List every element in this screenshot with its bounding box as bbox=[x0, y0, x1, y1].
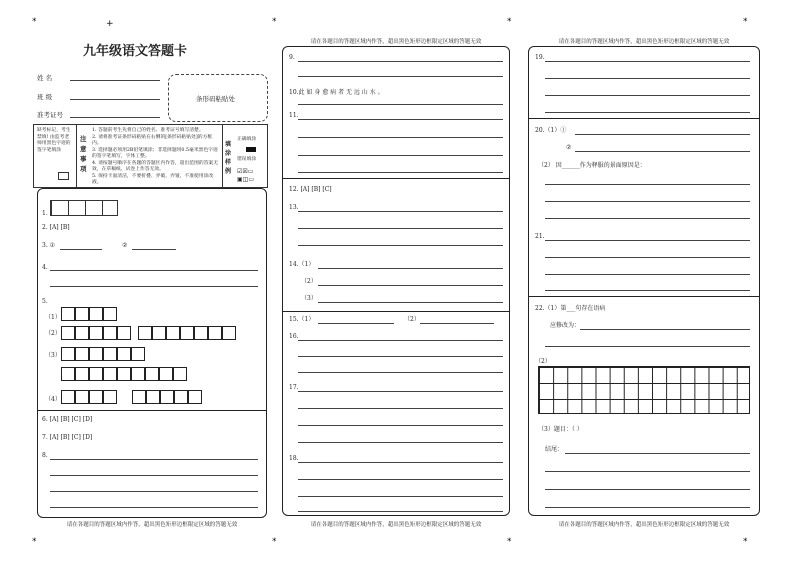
q5-2-label: （2） bbox=[45, 330, 61, 337]
class-label: 班 级 bbox=[37, 93, 53, 101]
boundary-warning: 请在各题目的答题区域内作答，超出黑色矩形边框限定区域的答题无效 bbox=[558, 39, 730, 45]
q5-char-box[interactable] bbox=[138, 326, 152, 340]
q22-line[interactable] bbox=[565, 453, 750, 454]
q5-char-box[interactable] bbox=[103, 326, 117, 340]
q22-1-label: 22.（1）第___句存在语病 bbox=[535, 305, 606, 312]
q20-line[interactable] bbox=[575, 151, 750, 152]
q17-line[interactable] bbox=[298, 391, 503, 392]
q10-label: 10.此 如 身 愈 病 者 无 远 山 水 。 bbox=[289, 89, 384, 96]
q20-2-label: （2） 因______作为释服的景面原因是： bbox=[538, 162, 646, 169]
q22-end-label: 结尾： bbox=[545, 446, 564, 453]
q22-line[interactable] bbox=[545, 471, 750, 472]
notice-item: 3. 选择题必须用2B铅笔填涂；非选择题用0.5毫米黑色字迹的签字笔填写，字体工整。 bbox=[92, 147, 218, 159]
q5-char-box[interactable] bbox=[160, 390, 174, 404]
name-label: 姓 名 bbox=[37, 74, 53, 82]
q5-char-box[interactable] bbox=[89, 390, 103, 404]
q5-char-box[interactable] bbox=[75, 307, 89, 321]
registration-mark: * bbox=[507, 17, 512, 27]
q22-line[interactable] bbox=[580, 329, 750, 330]
q21-label: 21. bbox=[535, 233, 545, 240]
absent-mark-note: 缺考标记，考生禁填! 由监考老师用黑色字迹的签字笔填涂 bbox=[37, 128, 71, 153]
q11-line[interactable] bbox=[298, 155, 503, 156]
q19-line[interactable] bbox=[545, 112, 750, 113]
notice-title: 注意事项 bbox=[80, 135, 87, 173]
section-divider bbox=[528, 296, 760, 297]
absent-mark-box[interactable] bbox=[58, 172, 69, 180]
q5-char-box[interactable] bbox=[89, 367, 103, 381]
q5-char-box[interactable] bbox=[117, 326, 131, 340]
q22-writing-grid[interactable] bbox=[538, 366, 750, 414]
name-field[interactable] bbox=[70, 80, 160, 81]
q20-1b-label: ② bbox=[566, 144, 572, 151]
q3-line2[interactable] bbox=[132, 249, 176, 250]
q5-label: 5. bbox=[42, 298, 48, 305]
q5-char-box[interactable] bbox=[89, 307, 103, 321]
q17-line[interactable] bbox=[298, 442, 503, 443]
q5-char-box[interactable] bbox=[188, 390, 202, 404]
q14-1-label: 14.（1） bbox=[289, 261, 315, 268]
q15-line[interactable] bbox=[318, 323, 394, 324]
q5-char-box[interactable] bbox=[103, 390, 117, 404]
q5-char-box[interactable] bbox=[61, 390, 75, 404]
q13-line[interactable] bbox=[298, 245, 503, 246]
q18-line[interactable] bbox=[298, 511, 503, 512]
q5-char-box[interactable] bbox=[208, 326, 222, 340]
q13-line[interactable] bbox=[298, 228, 503, 229]
q5-char-box[interactable] bbox=[61, 367, 75, 381]
q5-char-box[interactable] bbox=[61, 347, 75, 361]
q22-2-label: （2） bbox=[535, 358, 551, 365]
q15-2-label: （2） bbox=[404, 316, 420, 323]
q5-char-box[interactable] bbox=[131, 347, 145, 361]
q5-char-box[interactable] bbox=[152, 326, 166, 340]
q4-line[interactable] bbox=[50, 270, 258, 271]
q4-line[interactable] bbox=[50, 286, 258, 287]
q20-line[interactable] bbox=[545, 184, 750, 185]
section-divider bbox=[37, 410, 267, 411]
registration-mark: * bbox=[507, 537, 512, 547]
q5-char-box[interactable] bbox=[61, 307, 75, 321]
wrong-fill-label: 错误填涂 bbox=[237, 157, 257, 162]
q21-line[interactable] bbox=[545, 240, 750, 241]
page-title: 九年级语文答题卡 bbox=[82, 44, 187, 59]
q16-label: 16. bbox=[289, 333, 299, 340]
registration-mark: * bbox=[32, 537, 37, 547]
q5-char-box[interactable] bbox=[146, 390, 160, 404]
q18-line[interactable] bbox=[298, 479, 503, 480]
q19-label: 19. bbox=[535, 54, 545, 61]
q5-4-label: （4） bbox=[45, 396, 61, 403]
q22-line[interactable] bbox=[545, 507, 750, 508]
q19-line[interactable] bbox=[545, 78, 750, 79]
q5-char-box[interactable] bbox=[75, 390, 89, 404]
q7-choices[interactable]: 7. [A] [B] [C] [D] bbox=[42, 434, 93, 441]
boundary-warning: 请在各题目的答题区域内作答，超出黑色矩形边框限定区域的答题无效 bbox=[310, 522, 482, 528]
q18-label: 18. bbox=[289, 455, 299, 462]
correct-fill-sample bbox=[246, 147, 256, 152]
fill-example-title: 填涂样例 bbox=[225, 141, 232, 175]
q4-label: 4. bbox=[42, 264, 48, 271]
q5-1-label: （1） bbox=[45, 314, 61, 321]
q1-label: 1. bbox=[42, 210, 48, 217]
q21-line[interactable] bbox=[545, 274, 750, 275]
q5-char-box[interactable] bbox=[103, 307, 117, 321]
q8-line[interactable] bbox=[50, 475, 258, 476]
q22-3-label: （3）题目：（ ） bbox=[538, 426, 583, 433]
registration-mark: * bbox=[32, 17, 37, 27]
q10-line[interactable] bbox=[298, 104, 503, 105]
q16-line[interactable] bbox=[298, 372, 503, 373]
q5-char-box[interactable] bbox=[194, 326, 208, 340]
q5-char-box[interactable] bbox=[180, 326, 194, 340]
exam-no-field[interactable] bbox=[70, 117, 160, 118]
q5-char-box[interactable] bbox=[117, 367, 131, 381]
wrong-fill-samples: ☑☒▭ ▣◫▭ bbox=[237, 168, 255, 183]
barcode-label: 条形码粘贴处 bbox=[196, 95, 235, 103]
q14-line[interactable] bbox=[318, 302, 503, 303]
q8-label: 8. bbox=[42, 452, 48, 459]
q5-char-box[interactable] bbox=[131, 367, 145, 381]
q22-fix-label: 应修改为： bbox=[550, 322, 581, 329]
class-field[interactable] bbox=[70, 99, 160, 100]
q8-line[interactable] bbox=[50, 491, 258, 492]
q6-choices[interactable]: 6. [A] [B] [C] [D] bbox=[42, 416, 93, 423]
q18-line[interactable] bbox=[298, 462, 503, 463]
boundary-warning: 请在各题目的答题区域内作答，超出黑色矩形边框限定区域的答题无效 bbox=[558, 522, 730, 528]
q16-line[interactable] bbox=[298, 340, 503, 341]
section-divider bbox=[282, 178, 510, 179]
q22-line[interactable] bbox=[545, 346, 750, 347]
q13-label: 13. bbox=[289, 204, 299, 211]
q3-line1[interactable] bbox=[60, 249, 102, 250]
exam-no-label: 准考证号 bbox=[37, 111, 63, 119]
q19-line[interactable] bbox=[545, 61, 750, 62]
q9-line[interactable] bbox=[298, 61, 503, 62]
q14-2-label: （2） bbox=[301, 278, 317, 285]
q8-line[interactable] bbox=[50, 459, 258, 460]
q21-line[interactable] bbox=[545, 290, 750, 291]
q11-label: 11. bbox=[289, 112, 299, 119]
q15-line[interactable] bbox=[420, 323, 494, 324]
boundary-warning: 请在各题目的答题区域内作答，超出黑色矩形边框限定区域的答题无效 bbox=[66, 522, 238, 528]
q5-char-box[interactable] bbox=[166, 326, 180, 340]
q9-line[interactable] bbox=[298, 76, 503, 77]
q5-char-box[interactable] bbox=[75, 367, 89, 381]
q5-char-box[interactable] bbox=[89, 326, 103, 340]
q15-1-label: 15.（1） bbox=[289, 316, 315, 323]
q2-choices[interactable]: 2. [A] [B] bbox=[42, 224, 70, 231]
notice-divider bbox=[76, 124, 77, 188]
q5-3-label: （3） bbox=[45, 352, 61, 359]
notice-item: 4. 请按题号顺序在各题的答题区内作答，超出范围的答案无效，在草稿纸、试卷上作答无效。 bbox=[92, 160, 219, 172]
registration-mark: + bbox=[106, 19, 114, 29]
q18-line[interactable] bbox=[298, 496, 503, 497]
registration-mark: * bbox=[272, 17, 277, 27]
q12-choices[interactable]: 12. [A] [B] [C] bbox=[289, 186, 332, 193]
q5-char-box[interactable] bbox=[222, 326, 236, 340]
boundary-warning: 请在各题目的答题区域内作答，超出黑色矩形边框限定区域的答题无效 bbox=[310, 39, 482, 45]
q13-line[interactable] bbox=[298, 211, 503, 212]
q5-char-box[interactable] bbox=[159, 367, 173, 381]
notice-list bbox=[92, 128, 220, 187]
q20-line[interactable] bbox=[575, 134, 750, 135]
notice-item: 1. 答题前考生先将自己的姓名、准考证号填写清楚。 bbox=[92, 128, 204, 133]
registration-mark: * bbox=[743, 17, 748, 27]
q5-char-box[interactable] bbox=[89, 347, 103, 361]
q5-char-box[interactable] bbox=[75, 347, 89, 361]
q22-line[interactable] bbox=[545, 489, 750, 490]
q17-line[interactable] bbox=[298, 408, 503, 409]
notice-item: 2. 请将准考证条形码粘贴在右侧的[条形码粘贴处]的方框内。 bbox=[92, 134, 213, 146]
q1-grid[interactable] bbox=[50, 200, 118, 216]
q20-1-label: 20.（1）① bbox=[535, 127, 567, 134]
q11-line[interactable] bbox=[298, 137, 503, 138]
section-divider bbox=[528, 118, 760, 119]
q5-char-box[interactable] bbox=[75, 326, 89, 340]
registration-mark: * bbox=[272, 537, 277, 547]
notice-divider bbox=[222, 124, 223, 188]
q14-line[interactable] bbox=[318, 268, 503, 269]
q5-char-box[interactable] bbox=[103, 347, 117, 361]
q19-line[interactable] bbox=[545, 95, 750, 96]
q5-char-box[interactable] bbox=[61, 326, 75, 340]
q5-char-box[interactable] bbox=[117, 347, 131, 361]
registration-mark: * bbox=[743, 537, 748, 547]
q16-line[interactable] bbox=[298, 356, 503, 357]
q9-label: 9. bbox=[289, 54, 295, 61]
q5-char-box[interactable] bbox=[174, 390, 188, 404]
q5-char-box[interactable] bbox=[132, 390, 146, 404]
section-divider bbox=[282, 311, 510, 312]
q5-char-box[interactable] bbox=[145, 367, 159, 381]
q3-part1: 3. ① bbox=[42, 242, 56, 249]
q11-line[interactable] bbox=[298, 172, 503, 173]
q17-line[interactable] bbox=[298, 425, 503, 426]
q14-3-label: （3） bbox=[301, 295, 317, 302]
q20-line[interactable] bbox=[545, 201, 750, 202]
q17-label: 17. bbox=[289, 384, 299, 391]
q14-line[interactable] bbox=[318, 285, 503, 286]
q5-char-box[interactable] bbox=[103, 367, 117, 381]
q8-line[interactable] bbox=[50, 507, 258, 508]
q5-char-box[interactable] bbox=[173, 367, 187, 381]
q11-line[interactable] bbox=[298, 119, 503, 120]
correct-fill-label: 正确填涂 bbox=[237, 137, 257, 142]
q3-part2: ② bbox=[122, 242, 128, 249]
notice-item: 5. 保持卡面清洁，不要折叠、弄破、弄皱，不准使用涂改液。 bbox=[92, 173, 214, 185]
q21-line[interactable] bbox=[545, 257, 750, 258]
q20-line[interactable] bbox=[545, 218, 750, 219]
